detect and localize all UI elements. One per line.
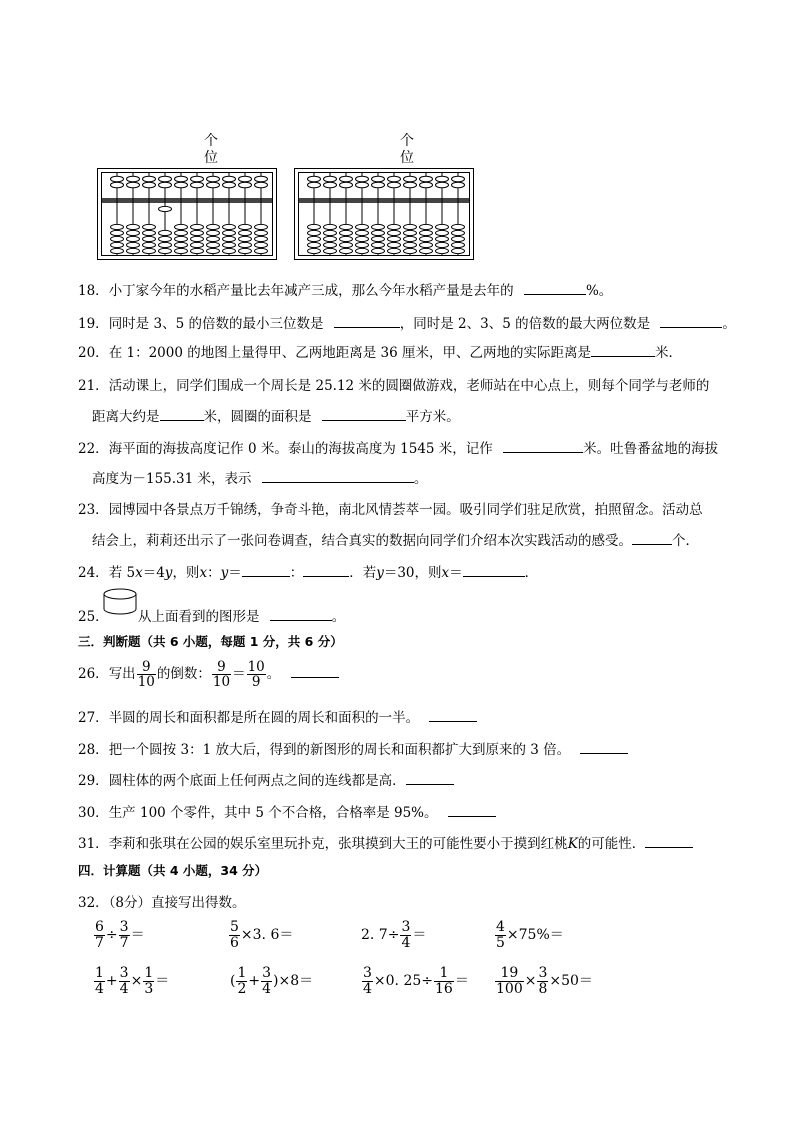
calc-expression-6: ( $\frac{1}{2}$ + $\frac{3}{4}$ )×8＝ [230,965,314,997]
question-21-line2: 距离大约是 米，圆圈的面积是 平方米。 [92,405,460,425]
answer-blank[interactable] [429,707,477,722]
fraction: $\frac{10}{9}$ [247,659,265,691]
question-30: 30．生产 100 个零件，其中 5 个不合格，合格率是 95%。 [78,801,496,821]
fraction: $\frac{9}{10}$ [137,659,155,691]
calc-expression-1: $\frac{6}{7}$ ÷ $\frac{3}{7}$ ＝ [95,919,145,951]
answer-blank[interactable] [632,530,672,545]
question-22-line1: 22．海平面的海拔高度记作 0 米。泰山的海拔高度为 1545 米，记作 米。吐鲁番盆地的海拔 [78,437,718,457]
question-22-line2: 高度为－155.31 米，表示 。 [92,467,427,487]
question-23-line2: 结会上，莉莉还出示了一张问卷调查，结合真实的数据向同学们介绍本次实践活动的感受。 个． [92,529,699,549]
question-24: 24．若 5x＝4y，则x：y＝ ： ．若y＝30，则x＝ ． [78,561,538,581]
question-28: 28．把一个圆按 3：1 放大后，得到的新图形的周长和面积都扩大到原来的 3 倍。 [78,738,628,758]
question-29: 29．圆柱体的两个底面上任何两点之间的连线都是高． [78,769,454,789]
question-18: 18．小丁家今年的水稻产量比去年减产三成，那么今年水稻产量是去年的 %。 [78,279,612,299]
answer-blank[interactable] [242,562,290,577]
question-27: 27．半圆的周长和面积都是所在圆的周长和面积的一半。 [78,706,477,726]
answer-blank[interactable] [322,406,406,421]
calc-expression-7: $\frac{3}{4}$ ×0. 25÷ $\frac{1}{16}$ ＝ [363,965,469,997]
abacus-left [97,168,277,260]
answer-blank[interactable] [503,438,583,453]
question-23-line1: 23．园博园中各景点万千锦绣，争奇斗艳，南北风情荟萃一园。吸引同学们驻足欣赏，拍照留念。活动总 [78,502,703,518]
answer-blank[interactable] [463,562,525,577]
abacus-right [294,168,474,260]
calc-expression-4: $\frac{4}{5}$ ×75%＝ [496,919,564,951]
answer-blank[interactable] [262,468,414,483]
question-19: 19．同时是 3、5 的倍数的最小三位数是 ，同时是 2、3、5 的倍数的最大两位数是 。 [78,312,736,332]
abacus-label-right: 个 位 [400,133,414,166]
calc-expression-3: 2. 7÷ $\frac{3}{4}$ ＝ [361,919,427,951]
calc-expression-2: $\frac{5}{6}$ ×3. 6＝ [230,919,294,951]
answer-blank[interactable] [334,313,400,328]
answer-blank[interactable] [270,606,332,621]
cylinder-icon [102,587,138,617]
answer-blank[interactable] [660,313,722,328]
question-21-line1: 21．活动课上，同学们围成一个周长是 25.12 米的圆圈做游戏，老师站在中心点上，则每个同学与老师的 [78,378,710,394]
answer-blank[interactable] [645,833,693,848]
question-20: 20．在 1：2000 的地图上量得甲、乙两地距离是 36 厘米，甲、乙两地的实际距离是 米． [78,341,682,361]
answer-blank[interactable] [580,739,628,754]
answer-blank[interactable] [591,342,655,357]
question-26: 26．写出 $\frac{9}{10}$ 的倒数： $\frac{9}{10}$ ＝ $\frac{10}{9}$ 。 [78,660,339,689]
answer-blank[interactable] [291,663,339,678]
section-4-title: 四．计算题（共 4 小题，34 分） [78,863,268,878]
answer-blank[interactable] [303,562,349,577]
fraction: $\frac{9}{10}$ [212,659,231,691]
answer-blank[interactable] [406,770,454,785]
section-3-title: 三．判断题（共 6 小题，每题 1 分，共 6 分） [78,634,343,649]
abacus-label-left: 个 位 [204,133,218,166]
question-31: 31．李莉和张琪在公园的娱乐室里玩扑克，张琪摸到大王的可能性要小于摸到红桃K的可能性． [78,832,693,852]
question-25: 25． [78,609,109,625]
answer-blank[interactable] [160,406,204,421]
question-32: 32．（8分）直接写出得数。 [78,895,246,911]
question-25-text: 从上面看到的图形是 。 [138,605,345,625]
answer-blank[interactable] [448,802,496,817]
calc-expression-8: $\frac{19}{100}$ × $\frac{3}{8}$ ×50＝ [496,965,593,997]
answer-blank[interactable] [524,280,586,295]
calc-expression-5: $\frac{1}{4}$ + $\frac{3}{4}$ × $\frac{1}{3}$ ＝ [95,965,170,997]
